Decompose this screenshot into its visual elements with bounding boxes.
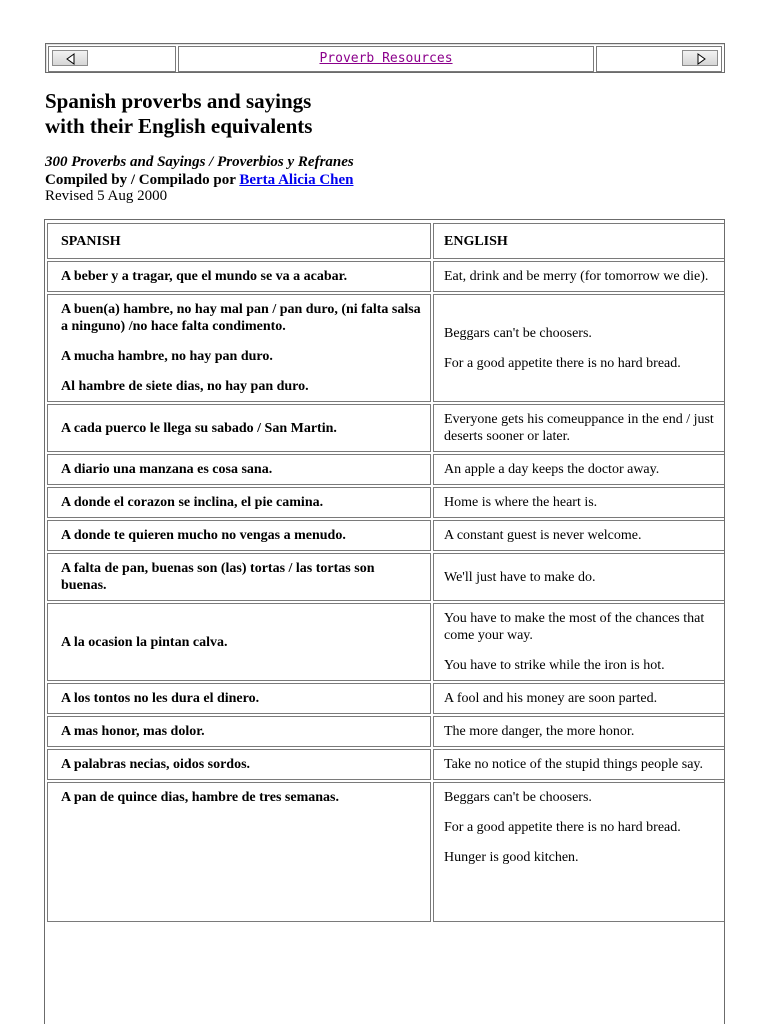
english-equivalent-cell [433,683,725,714]
spanish-proverb-text: A donde te quieren mucho no vengas a menudo. [61,528,346,543]
english-equivalent-text: An apple a day keeps the doctor away. [444,462,660,477]
table-header-row [47,223,725,259]
spanish-proverb-cell [47,261,431,292]
compiled-prefix: Compiled by / Compilado por [45,172,236,188]
spanish-proverb-text: A buen(a) hambre, no hay mal pan / pan duro, (ni falta salsa a ninguno) /no hace falta condimento. [61,302,421,334]
spanish-proverb-cell [47,487,431,518]
spanish-proverb-cell [47,520,431,551]
english-equivalent-text: A fool and his money are soon parted. [444,691,658,706]
table-row [47,749,725,780]
english-equivalent-text: Everyone gets his comeuppance in the end / just deserts sooner or later. [444,412,714,444]
english-equivalent-text: Beggars can't be choosers. [444,790,592,805]
spanish-proverb-cell [47,603,431,681]
english-equivalent-text: Take no notice of the stupid things people say. [444,757,703,772]
spanish-proverb-cell [47,716,431,747]
english-equivalent-cell [433,749,725,780]
english-equivalent-text: We'll just have to make do. [444,569,596,585]
english-equivalent-text: You have to strike while the iron is hot. [444,658,665,673]
table-row [47,716,725,747]
nav-bar [45,43,725,73]
english-equivalent-cell [433,716,725,747]
spanish-proverb-text: A pan de quince dias, hambre de tres semanas. [61,790,339,805]
english-equivalent-cell [433,261,725,292]
table-row [47,683,725,714]
table-row [47,782,725,922]
spanish-proverb-cell [47,553,431,601]
english-equivalent-text: Beggars can't be choosers. [444,325,592,341]
english-equivalent-cell [433,404,725,452]
table-row [47,294,725,402]
spanish-proverb-text: A mucha hambre, no hay pan duro. [61,349,273,364]
spanish-proverb-cell [47,294,431,402]
column-header-spanish: SPANISH [47,223,431,259]
english-equivalent-text: Home is where the heart is. [444,495,598,510]
spanish-proverb-cell [47,782,431,922]
english-equivalent-cell [433,294,725,402]
english-equivalent-cell [433,520,725,551]
spanish-proverb-text: Al hambre de siete dias, no hay pan duro. [61,379,309,394]
column-header-english: ENGLISH [433,223,725,259]
english-equivalent-cell [433,487,725,518]
spanish-proverb-text: A beber y a tragar, que el mundo se va a acabar. [61,269,348,284]
spanish-proverb-text: A cada puerco le llega su sabado / San Martin. [61,420,337,436]
english-equivalent-text: Hunger is good kitchen. [444,850,579,865]
spanish-proverb-cell [47,683,431,714]
nav-next-cell [596,46,722,72]
english-equivalent-cell [433,603,725,681]
english-equivalent-cell [433,454,725,485]
nav-center-cell [178,46,594,72]
prev-button[interactable] [52,50,88,66]
table-row [47,454,725,485]
spanish-proverb-cell [47,404,431,452]
spanish-proverb-text: A palabras necias, oidos sordos. [61,757,251,772]
table-row [47,487,725,518]
author-link[interactable]: Berta Alicia Chen [239,172,354,188]
table-row [47,404,725,452]
subtitle: 300 Proverbs and Sayings / Proverbios y Refranes [45,154,354,170]
spanish-proverb-text: A la ocasion la pintan calva. [61,634,228,650]
title-line-2: with their English equivalents [45,114,313,138]
table-row [47,603,725,681]
nav-prev-cell [48,46,176,72]
spanish-proverb-text: A falta de pan, buenas son (las) tortas / las tortas son buenas. [61,561,375,593]
english-equivalent-text: You have to make the most of the chances that come your way. [444,611,705,643]
proverbs-table-frame [44,219,725,1024]
english-equivalent-cell [433,553,725,601]
spanish-proverb-text: A diario una manzana es cosa sana. [61,462,273,477]
spanish-proverb-cell [47,454,431,485]
proverb-resources-link[interactable]: Proverb Resources [319,51,453,66]
title-line-1: Spanish proverbs and sayings [45,89,312,113]
next-button[interactable] [682,50,718,66]
table-row [47,261,725,292]
spanish-proverb-cell [47,749,431,780]
table-row [47,553,725,601]
english-equivalent-text: For a good appetite there is no hard bread. [444,820,681,835]
english-equivalent-text: The more danger, the more honor. [444,724,635,739]
english-equivalent-cell [433,782,725,922]
table-row [47,520,725,551]
english-equivalent-text: A constant guest is never welcome. [444,528,642,543]
arrow-right-icon [695,53,707,65]
spanish-proverb-text: A donde el corazon se inclina, el pie camina. [61,495,324,510]
spanish-proverb-text: A los tontos no les dura el dinero. [61,691,260,706]
english-equivalent-text: Eat, drink and be merry (for tomorrow we die). [444,269,709,284]
english-equivalent-text: For a good appetite there is no hard bread. [444,355,681,371]
arrow-left-icon [65,53,77,65]
spanish-proverb-text: A mas honor, mas dolor. [61,724,205,739]
revised-date: Revised 5 Aug 2000 [45,188,168,204]
page-title [45,89,312,139]
proverbs-table [45,221,725,924]
